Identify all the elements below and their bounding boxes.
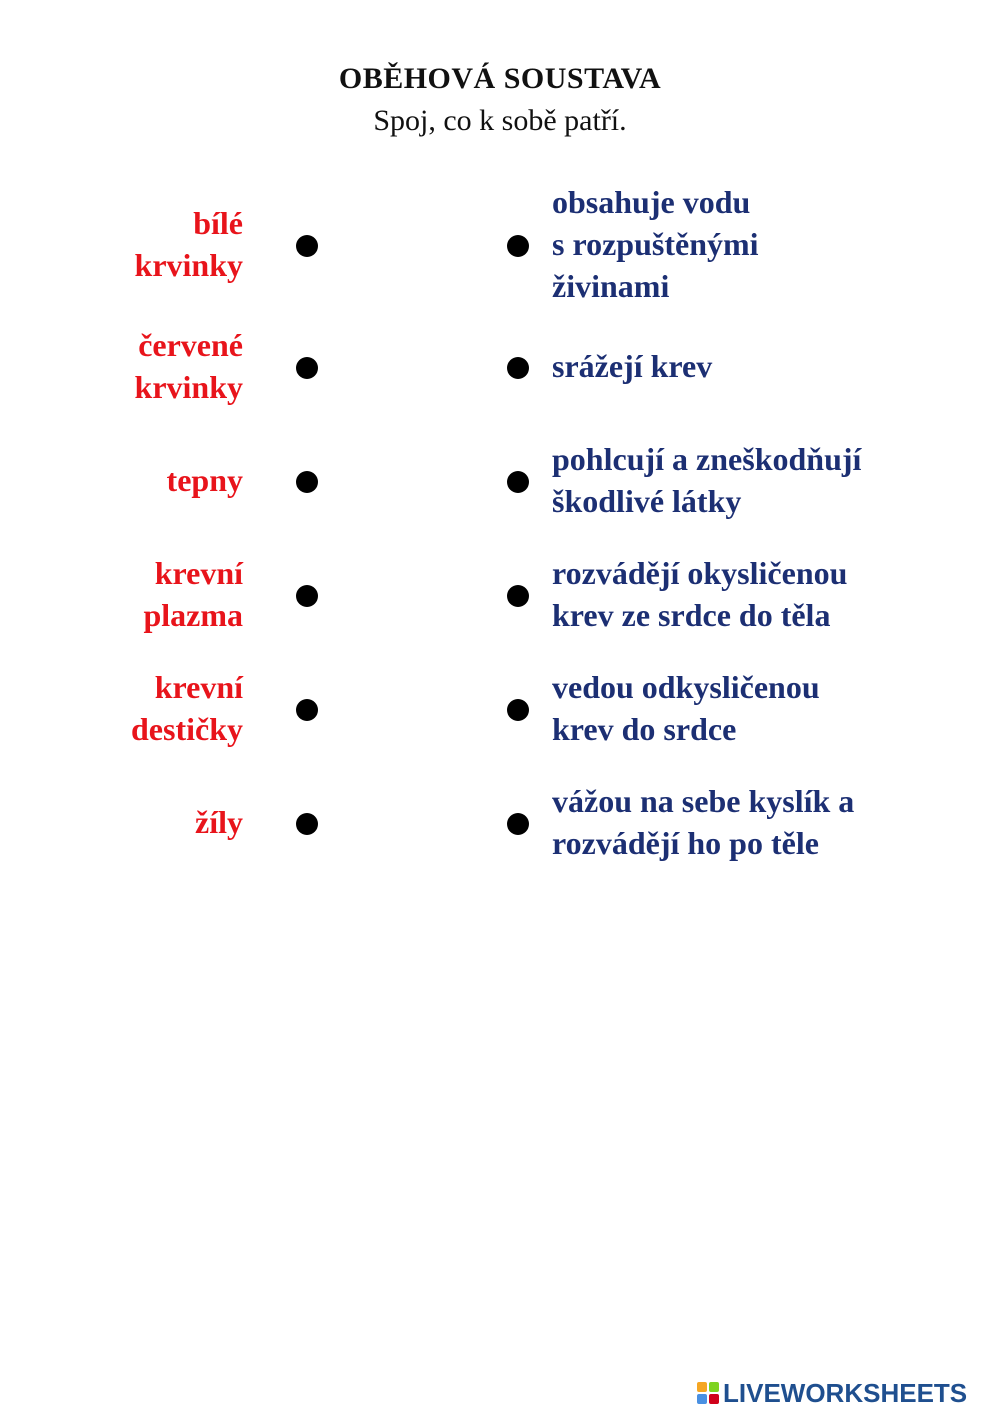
definition-label bbox=[552, 438, 972, 522]
definition-label bbox=[552, 666, 972, 750]
definition-line: rozvádějí okysličenou bbox=[552, 555, 848, 591]
term-line: červené bbox=[138, 327, 243, 363]
term-line: krvinky bbox=[134, 247, 243, 283]
right-connector-dot[interactable] bbox=[507, 585, 529, 607]
definition-label bbox=[552, 181, 972, 307]
left-connector-dot[interactable] bbox=[296, 585, 318, 607]
right-connector-dot[interactable] bbox=[507, 471, 529, 493]
left-connector-dot[interactable] bbox=[296, 235, 318, 257]
definition-line: pohlcují a zneškodňují bbox=[552, 441, 862, 477]
definition-line: krev do srdce bbox=[552, 711, 737, 747]
term-line: bílé bbox=[193, 205, 243, 241]
term-label bbox=[43, 666, 243, 750]
term-label bbox=[43, 552, 243, 636]
definition-line: vedou odkysličenou bbox=[552, 669, 820, 705]
term-label bbox=[43, 324, 243, 408]
page-instruction: Spoj, co k sobě patří. bbox=[373, 104, 627, 137]
term-line: tepny bbox=[166, 462, 243, 498]
liveworksheets-brand: LIVEWORKSHEETS bbox=[723, 1377, 968, 1408]
term-line: plazma bbox=[143, 597, 243, 633]
term-line: krevní bbox=[154, 669, 243, 705]
left-connector-dot[interactable] bbox=[296, 699, 318, 721]
term-label bbox=[43, 202, 243, 286]
definition-line: srážejí krev bbox=[552, 348, 713, 384]
page-title: OBĚHOVÁ SOUSTAVA bbox=[338, 62, 662, 95]
liveworksheets-logo-icon bbox=[697, 1382, 719, 1404]
definition-line: rozvádějí ho po těle bbox=[552, 825, 819, 861]
term-line: krevní bbox=[154, 555, 243, 591]
definition-line: vážou na sebe kyslík a bbox=[552, 783, 855, 819]
definition-line: obsahuje vodu bbox=[552, 184, 751, 220]
liveworksheets-logo bbox=[697, 1377, 968, 1408]
term-line: žíly bbox=[195, 804, 243, 840]
right-connector-dot[interactable] bbox=[507, 235, 529, 257]
definition-label bbox=[552, 780, 972, 864]
left-connector-dot[interactable] bbox=[296, 357, 318, 379]
definition-label bbox=[552, 552, 972, 636]
right-connector-dot[interactable] bbox=[507, 357, 529, 379]
term-label bbox=[43, 801, 243, 843]
definition-line: škodlivé látky bbox=[552, 483, 742, 519]
definition-line: krev ze srdce do těla bbox=[552, 597, 831, 633]
term-line: krvinky bbox=[134, 369, 243, 405]
right-connector-dot[interactable] bbox=[507, 813, 529, 835]
right-connector-dot[interactable] bbox=[507, 699, 529, 721]
left-connector-dot[interactable] bbox=[296, 813, 318, 835]
term-line: destičky bbox=[131, 711, 243, 747]
left-connector-dot[interactable] bbox=[296, 471, 318, 493]
definition-label bbox=[552, 345, 972, 387]
term-label bbox=[43, 459, 243, 501]
definition-line: živinami bbox=[552, 268, 670, 304]
definition-line: s rozpuštěnými bbox=[552, 226, 759, 262]
